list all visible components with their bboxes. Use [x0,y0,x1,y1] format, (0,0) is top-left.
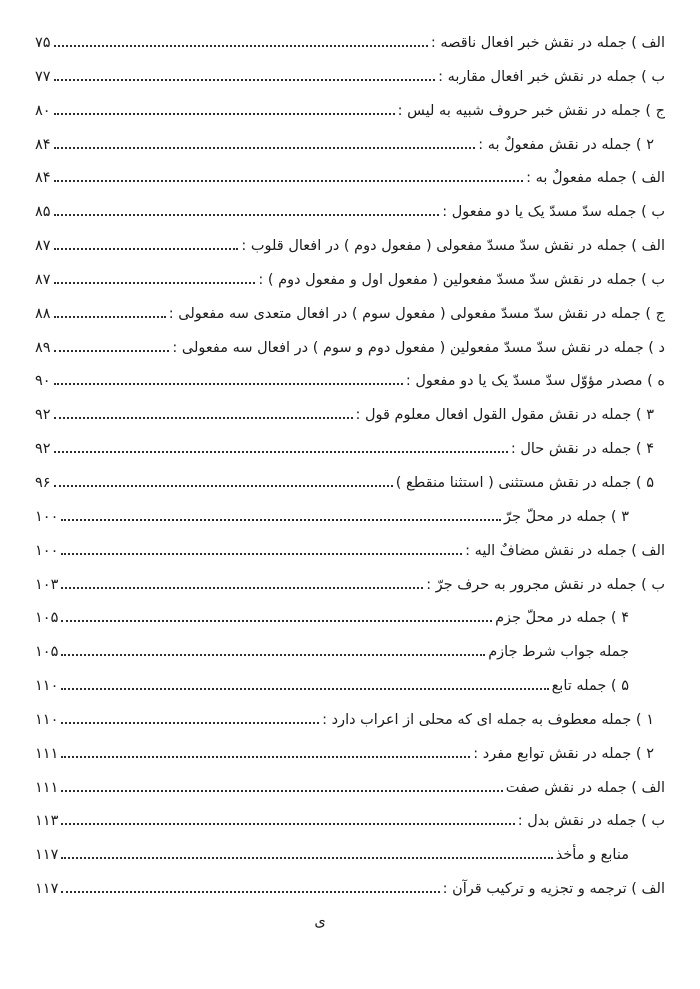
toc-page-number: ۸۷ [35,238,51,255]
toc-page-number: ۸۰ [35,102,51,119]
toc-entry [35,569,665,603]
toc-entry-label: ج ) جمله در نقش سدّ مسدّ مفعولی ( مفعول سوم ) در افعال متعدی سه مفعولی : [168,305,665,322]
dot-leader [61,855,552,859]
toc-page-number: ۱۱۱ [35,745,59,762]
dot-leader [61,821,514,825]
dot-leader [54,111,395,115]
toc-entry [35,298,665,332]
toc-entry [35,27,665,61]
toc-page-number: ۱۰۰ [35,542,59,559]
toc-entry-label: جمله جواب شرط جازم [488,644,629,661]
toc-page-number: ۱۱۰ [35,711,59,728]
toc-entry [35,636,665,670]
toc-entry-label: ب ) جمله در نقش خبر افعال مقاربه : [438,68,665,85]
toc-entry [35,196,665,230]
toc-entry-label: الف ) جمله در نقش خبر افعال ناقصه : [430,35,665,51]
toc-entry-label: ب ) جمله سدّ مسدّ یک یا دو مفعول : [442,204,665,221]
toc-entry [35,61,665,95]
toc-page-number: ۸۴ [35,136,51,153]
toc-entry-label: ب ) جمله در نقش بدل : [517,813,665,830]
toc-page-number: ۷۵ [35,35,51,51]
toc-entry-label: ۲ ) جمله در نقش مفعولٌ به : [478,136,654,153]
dot-leader [61,754,470,758]
dot-leader [54,280,256,284]
toc-page-number: ۷۷ [35,68,51,85]
dot-leader [61,585,423,589]
dot-leader [54,145,476,149]
dot-leader [61,720,319,724]
toc-entry-label: ب ) جمله در نقش سدّ مسدّ مفعولین ( مفعول اول و مفعول دوم ) : [258,271,665,288]
toc-page-number: ۱۰۰ [35,508,59,525]
toc-entry [35,602,665,636]
toc-list [35,27,665,907]
toc-page-number: ۸۹ [35,339,51,356]
toc-entry [35,95,665,129]
dot-leader [61,686,548,690]
toc-entry-label: الف ) جمله در نقش سدّ مسدّ مفعولی ( مفعول دوم ) در افعال قلوب : [241,238,665,255]
dot-leader [54,77,436,81]
toc-page-number: ۹۰ [35,373,51,390]
dot-leader [61,618,492,622]
page-footer [0,908,700,936]
dot-leader [54,314,166,318]
toc-page-number: ۱۰۳ [35,576,59,593]
toc-entry-label: منابع و مأخذ [555,847,629,864]
toc-entry [35,873,665,907]
dot-leader [54,178,524,182]
dot-leader [54,449,508,453]
toc-entry-label: الف ) ترجمه و تجزیه و ترکیب قرآن : [442,881,665,898]
footer-page-letter: ی [314,914,326,930]
toc-entry-label: الف ) جمله در نقش مضافٌ الیه : [465,542,665,559]
toc-entry-label: ۴ ) جمله در محلّ جزم [495,610,629,627]
toc-page-number: ۱۱۰ [35,678,59,695]
toc-entry [35,332,665,366]
toc-page-number: ۸۴ [35,170,51,187]
toc-entry [35,433,665,467]
toc-entry-label: د ) جمله در نقش سدّ مسدّ مفعولین ( مفعول دوم و سوم ) در افعال سه مفعولی : [172,339,665,356]
toc-entry-label: الف ) جمله مفعولٌ به : [526,170,665,187]
toc-page-number: ۹۲ [35,441,51,458]
toc-page-number: ۹۲ [35,407,51,424]
toc-entry [35,399,665,433]
toc-entry [35,535,665,569]
toc-page-number: ۱۱۱ [35,779,59,796]
toc-entry [35,129,665,163]
dot-leader [61,517,501,521]
toc-page-number: ۱۱۷ [35,881,59,898]
toc-entry-label: ۳ ) جمله در محلّ جرّ [504,508,629,525]
toc-entry [35,839,665,873]
toc-page-number: ۱۰۵ [35,610,59,627]
toc-entry [35,772,665,806]
toc-entry [35,230,665,264]
toc-page-number: ۸۷ [35,271,51,288]
dot-leader [54,348,170,352]
toc-entry-label: الف ) جمله در نقش صفت [505,779,665,796]
dot-leader [61,788,502,792]
dot-leader [54,415,353,419]
toc-entry [35,805,665,839]
dot-leader [54,246,239,250]
toc-entry-label: ۴ ) جمله در نقش حال : [510,441,654,458]
toc-entry-label: ه ) مصدر مؤوّل سدّ مسدّ یک یا دو مفعول : [405,373,665,390]
toc-page-number: ۱۱۷ [35,847,59,864]
toc-page-number: ۸۸ [35,305,51,322]
toc-entry [35,467,665,501]
toc-entry-label: ج ) جمله در نقش خبر حروف شبیه به لیس : [397,102,665,119]
toc-page-number: ۹۶ [35,474,51,491]
toc-entry [35,501,665,535]
toc-entry-label: ۲ ) جمله در نقش توابع مفرد : [473,745,654,762]
toc-entry [35,704,665,738]
toc-entry [35,264,665,298]
toc-entry-label: ۵ ) جمله تابع [551,678,629,695]
toc-entry [35,365,665,399]
toc-entry [35,738,665,772]
dot-leader [54,212,440,216]
dot-leader [54,43,428,47]
toc-entry-label: ۵ ) جمله در نقش مستثنی ( استثنا منقطع ) [395,474,654,491]
toc-entry-label: ب ) جمله در نقش مجرور به حرف جرّ : [426,576,665,593]
toc-entry [35,162,665,196]
dot-leader [54,483,393,487]
toc-page-number: ۸۵ [35,204,51,221]
dot-leader [61,889,439,893]
toc-entry-label: ۳ ) جمله در نقش مقول القول افعال معلوم قول : [355,407,654,424]
dot-leader [61,551,462,555]
toc-entry-label: ۱ ) جمله معطوف به جمله ای که محلی از اعراب دارد : [322,711,654,728]
dot-leader [54,381,403,385]
dot-leader [61,652,485,656]
toc-page-number: ۱۱۳ [35,813,59,830]
toc-page-number: ۱۰۵ [35,644,59,661]
toc-entry [35,670,665,704]
